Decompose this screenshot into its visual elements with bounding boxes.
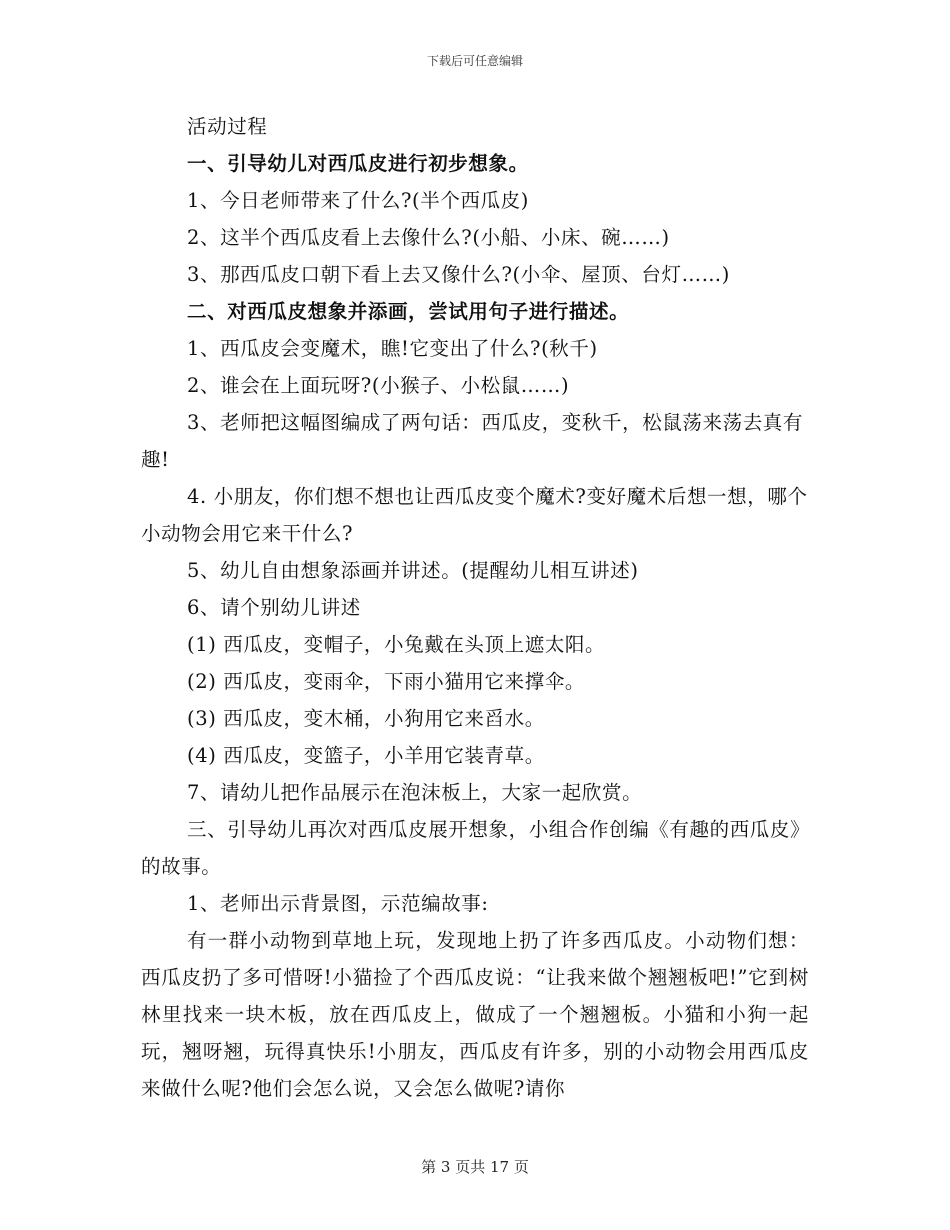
paragraph: 1、老师出示背景图，示范编故事: bbox=[187, 892, 489, 915]
story-paragraph: 有一群小动物到草地上玩，发现地上扔了许多西瓜皮。小动物们想：西瓜皮扔了多可惜呀!小猫捡了个西瓜皮说：“让我来做个翘翘板吧!”它到树林里找来一块木板，放在西瓜皮上，做成了一个翘翘板。小猫和小狗一起玩，翘呀翘，玩得真快乐!小朋友，西瓜皮有许多，别的小动物会用西瓜皮来做什么呢?他们会怎么说，又会怎么做呢?请你 bbox=[141, 929, 809, 1100]
paragraph: 6、请个别幼儿讲述 bbox=[187, 596, 361, 619]
paragraph: 4. 小朋友，你们想不想也让西瓜皮变个魔术?变好魔术后想一想，哪个小动物会用它来干什么? bbox=[141, 485, 808, 545]
section-heading-process: 活动过程 bbox=[187, 115, 268, 138]
section-heading-3: 三、引导幼儿再次对西瓜皮展开想象，小组合作创编《有趣的西瓜皮》的故事。 bbox=[141, 818, 801, 878]
paragraph: 3、老师把这幅图编成了两句话：西瓜皮，变秋千，松鼠荡来荡去真有趣! bbox=[141, 411, 804, 471]
paragraph: 1、西瓜皮会变魔术，瞧!它变出了什么?(秋千) bbox=[187, 337, 598, 360]
page-header: 下载后可任意编辑 bbox=[426, 54, 523, 68]
paragraph: 1、今日老师带来了什么?(半个西瓜皮) bbox=[187, 189, 529, 212]
list-item: (4) 西瓜皮，变篮子，小羊用它装青草。 bbox=[187, 744, 545, 767]
paragraph: 5、幼儿自由想象添画并讲述。(提醒幼儿相互讲述) bbox=[187, 559, 639, 582]
document-body bbox=[141, 108, 809, 1107]
paragraph: 2、这半个西瓜皮看上去像什么?(小船、小床、碗……) bbox=[187, 226, 670, 249]
list-item: (3) 西瓜皮，变木桶，小狗用它来舀水。 bbox=[187, 707, 545, 730]
section-heading-2: 二、对西瓜皮想象并添画，尝试用句子进行描述。 bbox=[187, 300, 630, 323]
page-footer: 第 3 页共 17 页 bbox=[421, 1158, 529, 1176]
section-heading-1: 一、引导幼儿对西瓜皮进行初步想象。 bbox=[187, 152, 529, 175]
paragraph: 3、那西瓜皮口朝下看上去又像什么?(小伞、屋顶、台灯……) bbox=[187, 263, 730, 286]
paragraph: 7、请幼儿把作品展示在泡沫板上，大家一起欣赏。 bbox=[187, 781, 643, 804]
list-item: (1) 西瓜皮，变帽子，小兔戴在头顶上遮太阳。 bbox=[187, 633, 606, 656]
list-item: (2) 西瓜皮，变雨伞，下雨小猫用它来撑伞。 bbox=[187, 670, 586, 693]
paragraph: 2、谁会在上面玩呀?(小猴子、小松鼠……) bbox=[187, 374, 570, 397]
